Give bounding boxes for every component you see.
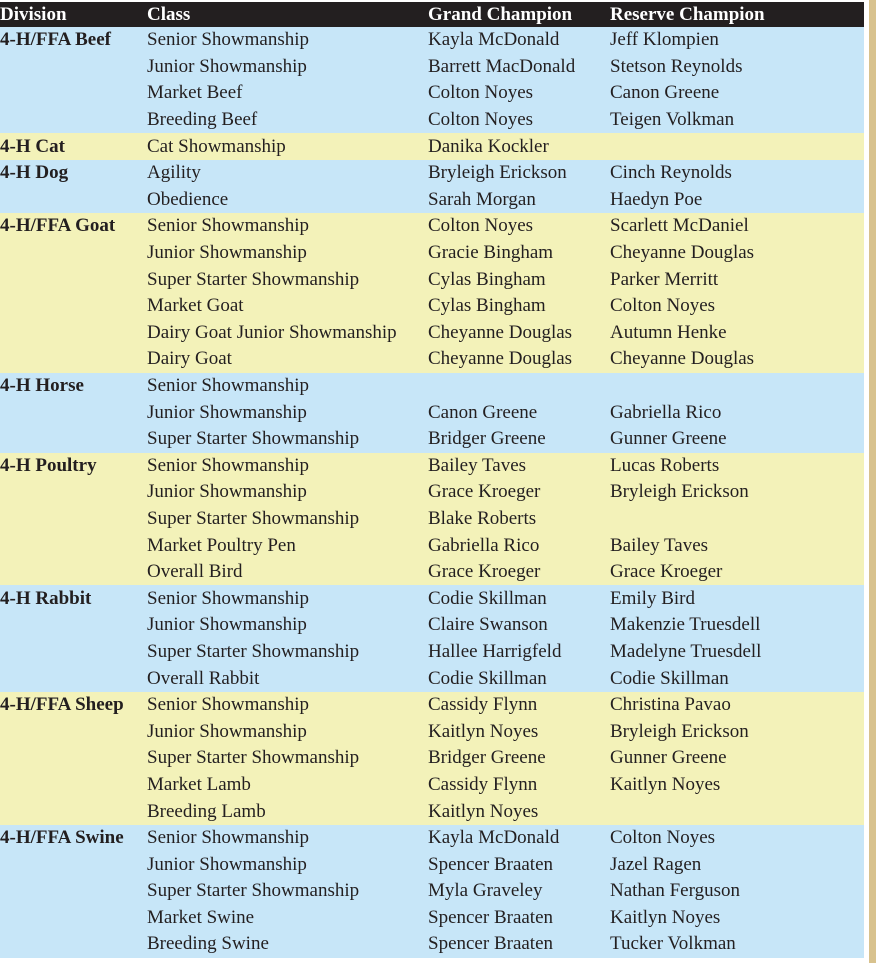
reserve-champion-cell: Nathan Ferguson [610,878,864,905]
table-body [0,27,864,958]
reserve-champion-cell [610,133,864,160]
division-cell [0,559,147,586]
division-cell: 4-H/FFA Swine [0,825,147,852]
grand-champion-cell: Canon Greene [428,399,610,426]
division-cell [0,931,147,958]
class-cell: Breeding Swine [147,931,428,958]
reserve-champion-cell: Teigen Volkman [610,107,864,134]
reserve-champion-cell: Madelyne Truesdell [610,639,864,666]
class-cell: Obedience [147,187,428,214]
grand-champion-cell: Cheyanne Douglas [428,320,610,347]
reserve-champion-column-header: Reserve Champion [610,2,864,27]
class-cell: Dairy Goat Junior Showmanship [147,320,428,347]
class-cell: Junior Showmanship [147,612,428,639]
division-cell: 4-H/FFA Goat [0,213,147,240]
division-cell [0,851,147,878]
grand-champion-cell: Barrett MacDonald [428,54,610,81]
class-cell: Market Beef [147,80,428,107]
table-row [0,240,864,267]
division-cell: 4-H Cat [0,133,147,160]
class-cell: Senior Showmanship [147,825,428,852]
table-row [0,825,864,852]
reserve-champion-cell: Grace Kroeger [610,559,864,586]
division-cell [0,665,147,692]
right-margin-rule [869,0,876,963]
class-cell: Junior Showmanship [147,240,428,267]
table-row [0,80,864,107]
class-cell: Senior Showmanship [147,27,428,54]
table-row [0,27,864,54]
table-row [0,798,864,825]
table-row [0,931,864,958]
reserve-champion-cell: Colton Noyes [610,293,864,320]
grand-champion-cell: Claire Swanson [428,612,610,639]
grand-champion-cell: Kaitlyn Noyes [428,718,610,745]
class-cell: Junior Showmanship [147,479,428,506]
division-cell [0,718,147,745]
division-cell: 4-H Rabbit [0,585,147,612]
division-cell [0,426,147,453]
division-cell [0,905,147,932]
table-row [0,453,864,480]
reserve-champion-cell: Autumn Henke [610,320,864,347]
division-column-header: Division [0,2,147,27]
division-cell: 4-H Horse [0,373,147,400]
grand-champion-cell: Blake Roberts [428,506,610,533]
table-row [0,532,864,559]
grand-champion-cell: Codie Skillman [428,665,610,692]
reserve-champion-cell [610,506,864,533]
reserve-champion-cell: Cheyanne Douglas [610,346,864,373]
grand-champion-cell: Grace Kroeger [428,559,610,586]
grand-champion-cell: Spencer Braaten [428,905,610,932]
grand-champion-cell: Colton Noyes [428,213,610,240]
reserve-champion-cell: Haedyn Poe [610,187,864,214]
table-row [0,772,864,799]
reserve-champion-cell: Jazel Ragen [610,851,864,878]
division-cell: 4-H/FFA Sheep [0,692,147,719]
division-cell [0,293,147,320]
division-cell: 4-H Dog [0,160,147,187]
reserve-champion-cell: Kaitlyn Noyes [610,905,864,932]
class-cell: Senior Showmanship [147,692,428,719]
class-cell: Market Lamb [147,772,428,799]
reserve-champion-cell: Colton Noyes [610,825,864,852]
reserve-champion-cell: Cinch Reynolds [610,160,864,187]
table-row [0,639,864,666]
grand-champion-cell: Danika Kockler [428,133,610,160]
table-row [0,187,864,214]
table-row [0,133,864,160]
division-cell [0,320,147,347]
table-row [0,745,864,772]
table-row [0,612,864,639]
division-cell [0,187,147,214]
division-cell [0,240,147,267]
table-row [0,585,864,612]
reserve-champion-cell: Bryleigh Erickson [610,718,864,745]
table-row [0,293,864,320]
reserve-champion-cell: Gabriella Rico [610,399,864,426]
table-row [0,320,864,347]
class-cell: Super Starter Showmanship [147,745,428,772]
grand-champion-cell: Hallee Harrigfeld [428,639,610,666]
division-cell [0,798,147,825]
table-row [0,665,864,692]
division-cell [0,266,147,293]
class-cell: Junior Showmanship [147,851,428,878]
grand-champion-cell: Codie Skillman [428,585,610,612]
reserve-champion-cell: Makenzie Truesdell [610,612,864,639]
class-cell: Senior Showmanship [147,453,428,480]
table-row [0,160,864,187]
reserve-champion-cell: Stetson Reynolds [610,54,864,81]
class-cell: Super Starter Showmanship [147,266,428,293]
grand-champion-cell: Spencer Braaten [428,931,610,958]
reserve-champion-cell: Cheyanne Douglas [610,240,864,267]
reserve-champion-cell: Emily Bird [610,585,864,612]
reserve-champion-cell: Bryleigh Erickson [610,479,864,506]
grand-champion-cell: Bridger Greene [428,426,610,453]
class-cell: Cat Showmanship [147,133,428,160]
class-cell: Super Starter Showmanship [147,506,428,533]
reserve-champion-cell: Tucker Volkman [610,931,864,958]
grand-champion-cell: Grace Kroeger [428,479,610,506]
table-header-row [0,2,864,27]
table-row [0,559,864,586]
class-cell: Super Starter Showmanship [147,639,428,666]
grand-champion-cell: Cheyanne Douglas [428,346,610,373]
division-cell [0,346,147,373]
grand-champion-cell: Cylas Bingham [428,293,610,320]
reserve-champion-cell: Lucas Roberts [610,453,864,480]
table-row [0,878,864,905]
grand-champion-cell: Gabriella Rico [428,532,610,559]
grand-champion-column-header: Grand Champion [428,2,610,27]
class-cell: Senior Showmanship [147,213,428,240]
division-cell: 4-H Poultry [0,453,147,480]
table-row [0,373,864,400]
class-cell: Market Poultry Pen [147,532,428,559]
division-cell [0,399,147,426]
class-cell: Dairy Goat [147,346,428,373]
table-row [0,107,864,134]
reserve-champion-cell [610,373,864,400]
class-cell: Junior Showmanship [147,399,428,426]
grand-champion-cell: Cassidy Flynn [428,692,610,719]
champions-table [0,2,864,958]
class-cell: Breeding Beef [147,107,428,134]
reserve-champion-cell: Scarlett McDaniel [610,213,864,240]
grand-champion-cell: Gracie Bingham [428,240,610,267]
reserve-champion-cell: Gunner Greene [610,426,864,453]
class-cell: Overall Bird [147,559,428,586]
reserve-champion-cell: Canon Greene [610,80,864,107]
table-row [0,426,864,453]
division-cell [0,745,147,772]
division-cell [0,612,147,639]
grand-champion-cell: Spencer Braaten [428,851,610,878]
table-row [0,905,864,932]
grand-champion-cell [428,373,610,400]
reserve-champion-cell: Kaitlyn Noyes [610,772,864,799]
division-cell [0,80,147,107]
class-cell: Super Starter Showmanship [147,426,428,453]
reserve-champion-cell: Jeff Klompien [610,27,864,54]
table-row [0,506,864,533]
class-cell: Super Starter Showmanship [147,878,428,905]
division-cell: 4-H/FFA Beef [0,27,147,54]
class-cell: Senior Showmanship [147,373,428,400]
grand-champion-cell: Cassidy Flynn [428,772,610,799]
division-cell [0,506,147,533]
grand-champion-cell: Sarah Morgan [428,187,610,214]
grand-champion-cell: Colton Noyes [428,80,610,107]
table-row [0,479,864,506]
class-column-header: Class [147,2,428,27]
grand-champion-cell: Cylas Bingham [428,266,610,293]
division-cell [0,878,147,905]
table-row [0,54,864,81]
reserve-champion-cell: Christina Pavao [610,692,864,719]
table-row [0,399,864,426]
class-cell: Breeding Lamb [147,798,428,825]
division-cell [0,639,147,666]
table-row [0,692,864,719]
division-cell [0,532,147,559]
division-cell [0,107,147,134]
class-cell: Market Swine [147,905,428,932]
division-cell [0,479,147,506]
class-cell: Agility [147,160,428,187]
class-cell: Overall Rabbit [147,665,428,692]
reserve-champion-cell [610,798,864,825]
division-cell [0,772,147,799]
grand-champion-cell: Myla Graveley [428,878,610,905]
reserve-champion-cell: Codie Skillman [610,665,864,692]
division-cell [0,54,147,81]
reserve-champion-cell: Parker Merritt [610,266,864,293]
grand-champion-cell: Kaitlyn Noyes [428,798,610,825]
reserve-champion-cell: Gunner Greene [610,745,864,772]
grand-champion-cell: Bailey Taves [428,453,610,480]
table-row [0,718,864,745]
class-cell: Junior Showmanship [147,718,428,745]
grand-champion-cell: Bridger Greene [428,745,610,772]
table-row [0,266,864,293]
grand-champion-cell: Kayla McDonald [428,825,610,852]
class-cell: Senior Showmanship [147,585,428,612]
class-cell: Market Goat [147,293,428,320]
class-cell: Junior Showmanship [147,54,428,81]
grand-champion-cell: Bryleigh Erickson [428,160,610,187]
table-row [0,346,864,373]
reserve-champion-cell: Bailey Taves [610,532,864,559]
table-row [0,851,864,878]
grand-champion-cell: Kayla McDonald [428,27,610,54]
table-row [0,213,864,240]
grand-champion-cell: Colton Noyes [428,107,610,134]
